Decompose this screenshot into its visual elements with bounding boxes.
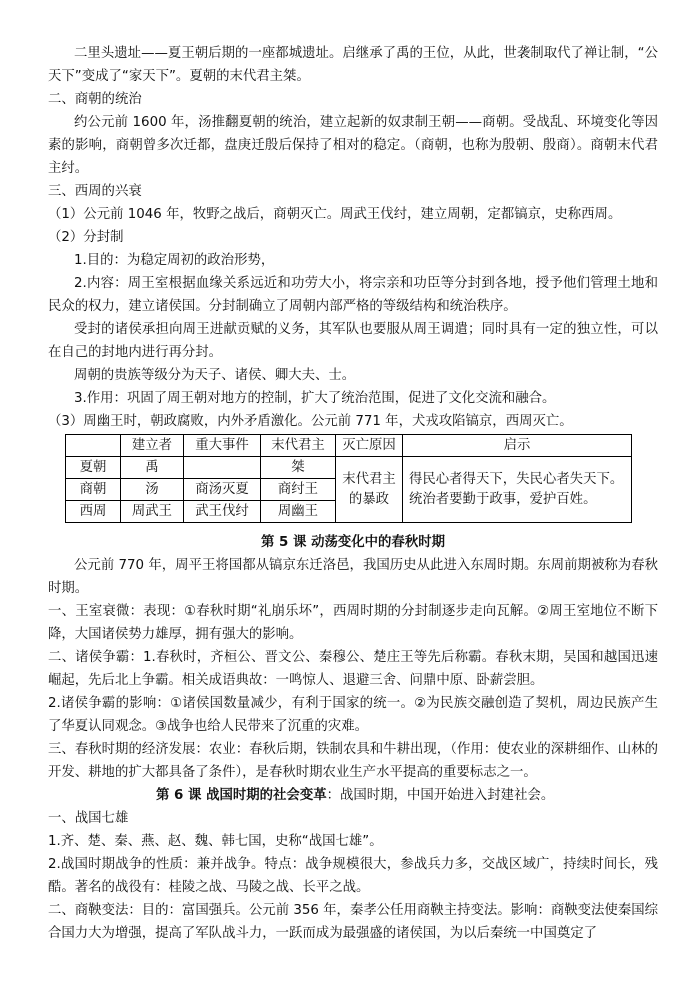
document-page <box>48 42 658 945</box>
table-header <box>66 435 121 457</box>
section-heading-shang: 二、商朝的统治 <box>48 92 142 107</box>
paragraph-seven-states: 1.齐、楚、秦、燕、赵、魏、韩七国，史称“战国七雄”。 <box>48 834 383 849</box>
table-cell-last-ruler: 周幽王 <box>261 501 336 523</box>
table-header: 重大事件 <box>184 435 261 457</box>
paragraph-xizhou-1: （1）公元前 1046 年，牧野之战后，商朝灭亡。周武王伐纣，建立周朝，定都镐京，史称西周。 <box>48 207 622 222</box>
lesson-6-title-tail: ：战国时期，中国开始进入封建社会。 <box>326 788 555 803</box>
paragraph-xizhou-2: （2）分封制 <box>48 230 124 245</box>
table-cell-event: 武王伐纣 <box>184 501 261 523</box>
paragraph-hegemony: 二、诸侯争霸：1.春秋时，齐桓公、晋文公、秦穆公、楚庄王等先后称霸。春秋末期，吴国和越国迅速崛起，先后北上争霸。相关成语典故：一鸣惊人、退避三舍、问鼎中原、卧薪尝胆。 <box>48 650 658 688</box>
table-cell-last-ruler: 桀 <box>261 457 336 479</box>
paragraph-fengjian-ranks: 周朝的贵族等级分为天子、诸侯、卿大夫、士。 <box>74 368 356 383</box>
table-cell-dynasty: 西周 <box>66 501 121 523</box>
table-cell-last-ruler: 商纣王 <box>261 479 336 501</box>
paragraph-war-nature: 2.战国时期战争的性质：兼并战争。特点：战争规模很大，参战兵力多，交战区域广，持续时间长，残酷。著名的战役有：桂陵之战、马陵之战、长平之战。 <box>48 857 658 895</box>
paragraph-shang-yang-reform: 二、商鞅变法：目的：富国强兵。公元前 356 年，秦孝公任用商鞅主持变法。影响：商鞅变法使秦国综合国力大为增强，提高了军队战斗力，一跃而成为最强盛的诸侯国，为以后秦统一中国奠定了 <box>48 903 658 941</box>
table-cell-event: 商汤灭夏 <box>184 479 261 501</box>
section-heading-seven-states: 一、战国七雄 <box>48 811 129 826</box>
table-row <box>66 457 632 479</box>
paragraph-xizhou-3: （3）周幽王时，朝政腐败，内外矛盾激化。公元前 771 年，犬戎攻陷镐京，西周灭亡。 <box>48 414 573 429</box>
paragraph-fengjian-purpose: 1.目的：为稳定周初的政治形势， <box>74 253 275 268</box>
paragraph-xia: 二里头遗址——夏王朝后期的一座都城遗址。启继承了禹的王位，从此，世袭制取代了禅让制，“公天下”变成了“家天下”。夏朝的末代君主桀。 <box>48 46 658 84</box>
paragraph-shang: 约公元前 1600 年，汤推翻夏朝的统治，建立起新的奴隶制王朝——商朝。受战乱、环境变化等因素的影响，商朝曾多次迁都，盘庚迁殷后保持了相对的稳定。（商朝，也称为殷朝、殷商）。商朝末代君主纣。 <box>48 115 658 176</box>
lesson-6-heading-line <box>48 784 658 807</box>
paragraph-fengjian-effect: 3.作用：巩固了周王朝对地方的控制，扩大了统治范围，促进了文化交流和融合。 <box>74 391 556 406</box>
lesson-6-title: 第 6 课 战国时期的社会变革 <box>156 788 327 803</box>
paragraph-fengjian-content: 2.内容：周王室根据血缘关系远近和功劳大小，将宗亲和功臣等分封到各地，授予他们管理土地和民众的权力，建立诸侯国。分封制确立了周朝内部严格的等级结构和统治秩序。 <box>48 276 658 314</box>
table-cell-dynasty: 夏朝 <box>66 457 121 479</box>
table-header: 末代君主 <box>261 435 336 457</box>
table-header: 启示 <box>403 435 632 457</box>
paragraph-chunqiu-economy: 三、春秋时期的经济发展：农业：春秋后期，铁制农具和牛耕出现，（作用：使农业的深耕细作、山林的开发、耕地的扩大都具备了条件），是春秋时期农业生产水平提高的重要标志之一。 <box>48 742 658 780</box>
table-cell-founder: 周武王 <box>121 501 184 523</box>
table-cell-cause: 末代君主的暴政 <box>336 457 403 523</box>
lesson-5-title: 第 5 课 动荡变化中的春秋时期 <box>261 535 445 550</box>
section-heading-xizhou: 三、西周的兴衰 <box>48 184 142 199</box>
paragraph-royal-decline: 一、王室衰微：表现：①春秋时期“礼崩乐坏”，西周时期的分封制逐步走向瓦解。②周王室地位不断下降，大国诸侯势力雄厚，拥有强大的影响。 <box>48 604 658 642</box>
paragraph-fengjian-vassals: 受封的诸侯承担向周王进献贡赋的义务，其军队也要服从周王调遣；同时具有一定的独立性，可以在自己的封地内进行再分封。 <box>48 322 658 360</box>
table-cell-dynasty: 商朝 <box>66 479 121 501</box>
dynasty-table <box>65 434 632 523</box>
table-header-row <box>66 435 632 457</box>
paragraph-chunqiu-intro: 公元前 770 年，周平王将国都从镐京东迁洛邑，我国历史从此进入东周时期。东周前期被称为春秋时期。 <box>48 558 658 596</box>
table-header: 建立者 <box>121 435 184 457</box>
table-cell-founder: 汤 <box>121 479 184 501</box>
table-cell-founder: 禹 <box>121 457 184 479</box>
table-header: 灭亡原因 <box>336 435 403 457</box>
paragraph-hegemony-impact: 2.诸侯争霸的影响：①诸侯国数量减少，有利于国家的统一。②为民族交融创造了契机，周边民族产生了华夏认同观念。③战争也给人民带来了沉重的灾难。 <box>48 696 658 734</box>
table-cell-event <box>184 457 261 479</box>
table-cell-lesson: 得民心者得天下，失民心者失天下。统治者要勤于政事，爱护百姓。 <box>403 457 632 523</box>
